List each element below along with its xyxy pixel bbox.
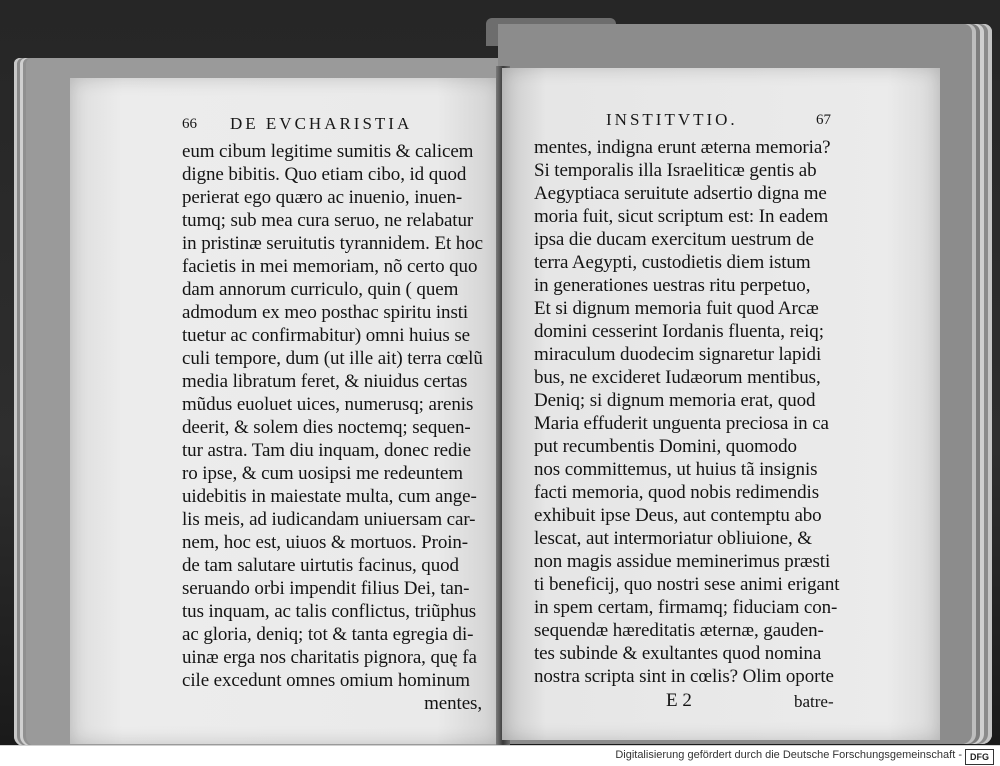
text-line: ipsa die ducam exercitum uestrum de: [534, 229, 814, 250]
text-line: nostra scripta sint in cœlis? Olim oporte: [534, 666, 834, 687]
text-line: uinæ erga nos charitatis pignora, quę fa: [182, 647, 477, 668]
text-line: perierat ego quæro ac inuenio, inuen-: [182, 187, 463, 208]
text-line: Maria effuderit unguenta preciosa in ca: [534, 413, 829, 434]
text-line: culi tempore, dum (ut ille ait) terra cœlũ: [182, 348, 483, 369]
catchword: batre-: [794, 692, 834, 711]
text-line: Aegyptiaca seruitute adsertio digna me: [534, 183, 827, 204]
left-page: [70, 78, 502, 744]
left-folio: 66: [182, 116, 197, 132]
dfg-logo: DFG: [965, 749, 994, 765]
text-line: Et si dignum memoria fuit quod Arcæ: [534, 298, 819, 319]
text-line: moria fuit, sicut scriptum est: In eadem: [534, 206, 829, 227]
text-line: exhibuit ipse Deus, aut contemptu abo: [534, 505, 822, 526]
open-book: [8, 18, 993, 740]
signature-mark: E 2: [666, 690, 692, 711]
right-running-head: INSTITVTIO.: [606, 110, 738, 129]
text-line: tus inquam, ac talis conflictus, triũphus: [182, 601, 477, 622]
text-line: Deniq; si dignum memoria erat, quod: [534, 390, 816, 411]
right-folio: 67: [816, 112, 831, 128]
right-page: [502, 68, 940, 740]
text-line: in generationes uestras ritu perpetuo,: [534, 275, 811, 296]
text-line: nem, hoc est, uiuos & mortuos. Proin-: [182, 532, 469, 553]
text-line: in pristinæ seruitutis tyrannidem. Et hoc: [182, 233, 483, 254]
text-line: lescat, aut intermoriatur obliuione, &: [534, 528, 812, 549]
text-line: uidebitis in maiestate multa, cum ange-: [182, 486, 477, 507]
text-line: ti beneficij, quo nostri sese animi erigant: [534, 574, 840, 595]
text-line: terra Aegypti, custodietis diem istum: [534, 252, 811, 273]
text-line: admodum ex meo posthac spiritu insti: [182, 302, 469, 323]
text-line: miraculum duodecim signaretur lapidi: [534, 344, 822, 365]
text-line: non magis assidue meminerimus præsti: [534, 551, 831, 572]
text-line: in spem certam, firmamq; fiduciam con-: [534, 597, 838, 618]
text-line: tur astra. Tam diu inquam, donec redie: [182, 440, 471, 461]
text-line: tes subinde & exultantes quod nomina: [534, 643, 822, 664]
text-line: mentes, indigna erunt æterna memoria?: [534, 137, 831, 158]
text-line: mũdus euoluet uices, numerusq; arenis: [182, 394, 474, 415]
text-line: eum cibum legitime sumitis & calicem: [182, 141, 474, 162]
text-line: seruando orbi impendit filius Dei, tan-: [182, 578, 470, 599]
text-line: lis meis, ad iudicandam uniuersam car-: [182, 509, 476, 530]
text-line: sequendæ hæreditatis æternæ, gauden-: [534, 620, 824, 641]
text-line: de tam salutare uirtutis facinus, quod: [182, 555, 459, 576]
last-line-catchword: mentes,: [424, 693, 482, 714]
digitization-footer: [0, 745, 1000, 766]
text-line: ac gloria, deniq; tot & tanta egregia di-: [182, 624, 474, 645]
left-text-block: [182, 140, 492, 715]
text-line: tumq; sub mea cura seruo, ne relabatur: [182, 210, 474, 231]
text-line: facti memoria, quod nobis redimendis: [534, 482, 820, 503]
text-line: cile excedunt omnes omium hominum: [182, 670, 470, 691]
left-running-head: DE EVCHARISTIA: [230, 114, 413, 133]
text-line: digne bibitis. Quo etiam cibo, id quod: [182, 164, 467, 185]
text-line: dam annorum curriculo, quin ( quem: [182, 279, 459, 300]
text-line: deerit, & solem dies noctemq; sequen-: [182, 417, 471, 438]
right-text-block: [534, 136, 844, 688]
text-line: tuetur ac confirmabitur) omni huius se: [182, 325, 470, 346]
footer-credit: Digitalisierung gefördert durch die Deutsche Forschungsgemeinschaft -: [615, 749, 962, 761]
text-line: bus, ne excideret Iudæorum mentibus,: [534, 367, 821, 388]
text-line: put recumbentis Domini, quomodo: [534, 436, 797, 457]
text-line: domini cesserint Iordanis fluenta, reiq;: [534, 321, 824, 342]
text-line: facietis in mei memoriam, nõ certo quo: [182, 256, 478, 277]
text-line: media libratum feret, & niuidus certas: [182, 371, 468, 392]
text-line: ro ipse, & cum uosipsi me redeuntem: [182, 463, 463, 484]
text-line: nos committemus, ut huius tã insignis: [534, 459, 818, 480]
text-line: Si temporalis illa Israeliticæ gentis ab: [534, 160, 817, 181]
